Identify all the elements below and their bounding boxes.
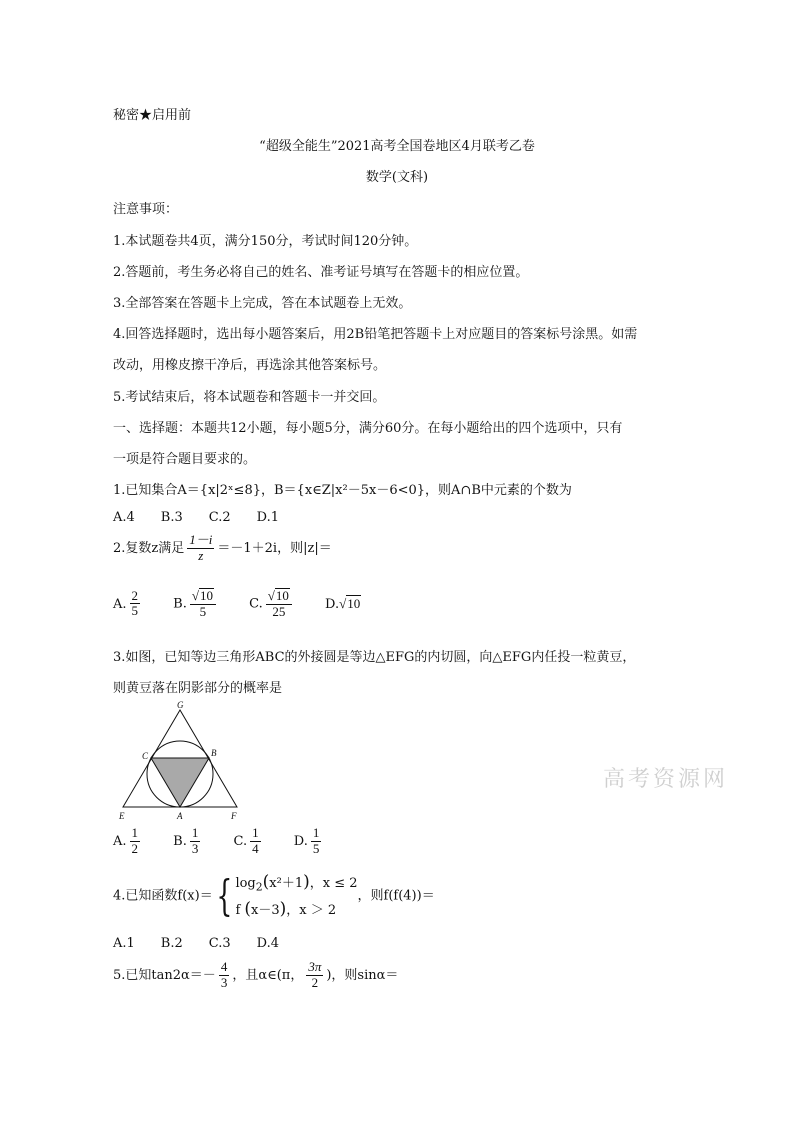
label-a: A: [177, 811, 183, 821]
option-c: C. $\frac{√10}{25}$: [249, 588, 295, 620]
option-a: A. $\frac{2}{5}$: [113, 587, 139, 619]
q4-options: [113, 936, 305, 951]
secret-label: 秘密★启用前: [113, 108, 192, 123]
q5-fraction-tan: $\frac{4}{3}$: [220, 959, 228, 990]
option-a: A.1: [113, 936, 135, 951]
exam-title: “超级全能生”2021高考全国卷地区4月联考乙卷: [259, 139, 535, 154]
option-d: D.1: [256, 510, 280, 525]
q3-options: [113, 826, 350, 857]
q5-fraction-interval: $\frac{3\pi}{2}$: [308, 959, 322, 990]
option-c: C.2: [208, 510, 231, 525]
q4-stem: 4.已知函数f(x)＝{ $\log_2(x^2+1)$，x ≤ 2 f (x－3)，x ＞ 2 ，则f(f(4))＝: [113, 869, 435, 923]
option-c: C.3: [208, 936, 231, 951]
notice-heading: 注意事项：: [113, 202, 179, 217]
piecewise-cases: $\log_2(x^2+1)$，x ≤ 2 f (x－3)，x ＞ 2: [235, 872, 358, 920]
label-b: B: [211, 748, 217, 758]
label-e: E: [119, 811, 125, 821]
notice-item: 改动，用橡皮擦干净后，再选涂其他答案标号。: [113, 358, 387, 373]
option-d: D.√10: [325, 596, 361, 613]
option-b: B. $\frac{√10}{5}$: [173, 588, 219, 620]
subject-title: 数学(文科): [365, 170, 429, 185]
option-b: B. $\frac{1}{3}$: [173, 825, 199, 856]
option-c: C. $\frac{1}{4}$: [233, 825, 259, 856]
q1-stem: 1.已知集合A＝{x|2ˣ≤8}，B＝{x∈Z|x²－5x－6<0}，则A∩B中元素的个数为: [113, 483, 572, 498]
notice-item: 4.回答选择题时，选出每小题答案后，用2B铅笔把答题卡上对应题目的答案标号涂黑。如需: [113, 327, 638, 342]
option-d: D. $\frac{1}{5}$: [293, 825, 320, 856]
option-b: B.3: [160, 510, 183, 525]
section-heading: 一、选择题：本题共12小题，每小题5分，满分60分。在每小题给出的四个选项中，只有: [113, 421, 623, 436]
q3-figure: [113, 698, 247, 826]
notice-item: 1.本试题卷共4页，满分150分，考试时间120分钟。: [113, 234, 418, 249]
q5-stem: 5.已知tan2α＝－ $\frac{4}{3}$ ，且α∈(π， $\frac{3\pi}{2}$ )，则sinα＝: [113, 959, 399, 990]
q3-stem-line1: 3.如图，已知等边三角形ABC的外接圆是等边△EFG的内切圆，向△EFG内任投一粒黄豆，: [113, 650, 636, 665]
label-f: F: [231, 811, 237, 821]
label-c: C: [142, 751, 149, 761]
section-heading-cont: 一项是符合题目要求的。: [113, 452, 257, 467]
q2-options: [113, 588, 387, 620]
piecewise-brace: {: [216, 871, 233, 921]
option-a: A.4: [113, 510, 135, 525]
q1-options: [113, 510, 305, 525]
label-g: G: [177, 700, 184, 710]
q2-fraction: $\frac{1-i}{z}$: [189, 532, 213, 563]
option-d: D.4: [256, 936, 280, 951]
option-b: B.2: [160, 936, 183, 951]
notice-item: 3.全部答案在答题卡上完成，答在本试题卷上无效。: [113, 296, 412, 311]
option-a: A. $\frac{1}{2}$: [113, 825, 139, 856]
q3-stem-line2: 则黄豆落在阴影部分的概率是: [113, 681, 283, 696]
watermark: 高考资源网: [603, 767, 729, 792]
notice-item: 5.考试结束后，将本试题卷和答题卡一并交回。: [113, 390, 386, 405]
notice-item: 2.答题前，考生务必将自己的姓名、准考证号填写在答题卡的相应位置。: [113, 265, 529, 280]
q2-stem: 2.复数z满足 $\frac{1-i}{z}$ ＝－1＋2i，则|z|＝: [113, 532, 332, 563]
